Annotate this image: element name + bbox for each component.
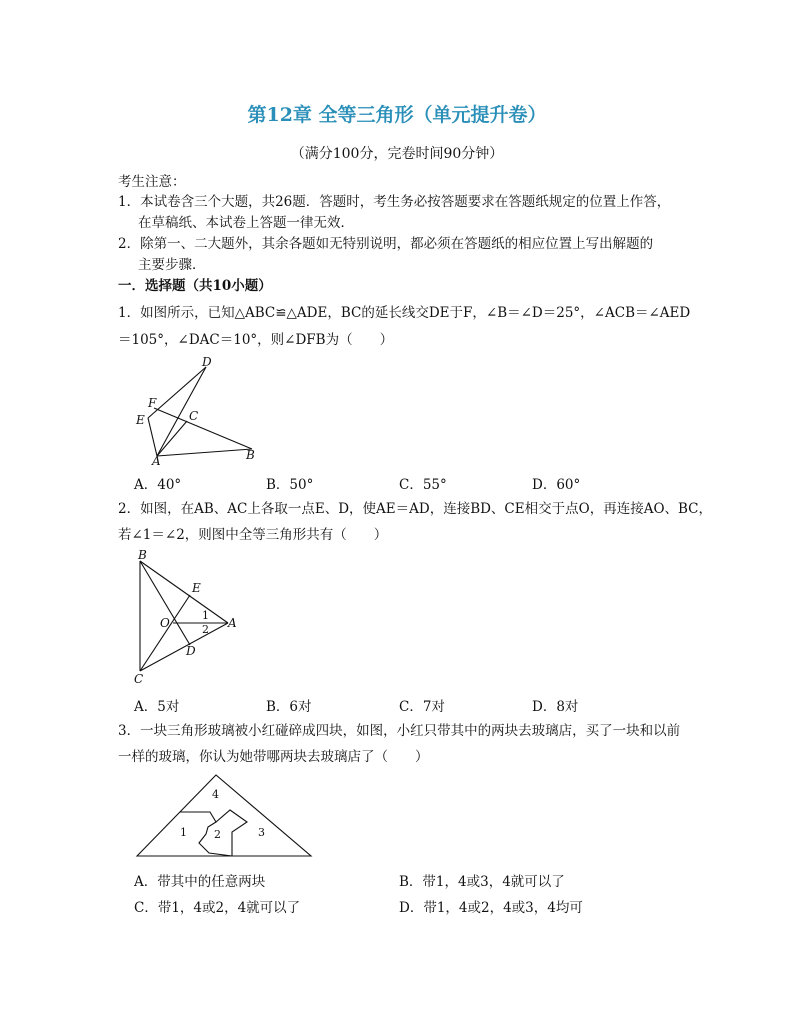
page-title: 第12章 全等三角形（单元提升卷） xyxy=(247,104,547,126)
q1-line1: 1．如图所示，已知△ABC≌△ADE，BC的延长线交DE于F，∠B＝∠D＝25°，∠ACB＝∠AED xyxy=(118,305,691,321)
q3-label-2: 2 xyxy=(214,828,221,841)
q2-option-c[interactable]: C．7对 xyxy=(399,699,445,715)
q2-line2: 若∠1＝∠2，则图中全等三角形共有（ ） xyxy=(118,527,388,543)
q3-option-c[interactable]: C．带1，4或2，4就可以了 xyxy=(134,900,301,916)
q3-label-4: 4 xyxy=(212,788,219,801)
q3-option-a[interactable]: A．带其中的任意两块 xyxy=(134,874,266,890)
q1-label-B: B xyxy=(246,448,255,462)
q2-label-O: O xyxy=(160,616,170,630)
q1-option-b[interactable]: B．50° xyxy=(266,477,314,493)
q1-option-d[interactable]: D．60° xyxy=(532,477,581,493)
q3-label-3: 3 xyxy=(258,826,265,839)
notice-item2-line1: 2．除第一、二大题外，其余各题如无特别说明，都必须在答题纸的相应位置上写出解题的 xyxy=(118,236,654,252)
q2-label-C: C xyxy=(134,672,144,686)
notice-heading: 考生注意： xyxy=(118,174,186,190)
q2-option-d[interactable]: D．8对 xyxy=(532,699,579,715)
q2-seg-BA xyxy=(140,561,228,623)
q2-label-D: D xyxy=(186,644,196,658)
q1-label-D: D xyxy=(202,355,212,369)
q1-option-c[interactable]: C．55° xyxy=(399,477,447,493)
notice-item1-line2: 在草稿纸、本试卷上答题一律无效． xyxy=(138,215,354,231)
q2-option-b[interactable]: B．6对 xyxy=(266,699,312,715)
q2-angle-2: 2 xyxy=(202,623,209,636)
q1-label-F: F xyxy=(148,396,157,410)
q1-figure xyxy=(130,352,270,467)
q1-option-a[interactable]: A．40° xyxy=(134,477,182,493)
q3-line1: 3．一块三角形玻璃被小红碰碎成四块，如图，小红只带其中的两块去玻璃店，买了一块和以前 xyxy=(118,723,681,739)
q3-line2: 一样的玻璃，你认为她带哪两块去玻璃店了（ ） xyxy=(118,749,429,765)
q1-label-E: E xyxy=(136,413,145,427)
q3-label-1: 1 xyxy=(180,826,187,839)
q3-option-b[interactable]: B．带1，4或3，4就可以了 xyxy=(399,874,565,890)
notice-item2-line2: 主要步骤． xyxy=(138,257,206,273)
q1-seg-AB xyxy=(157,449,252,456)
q2-seg-CA xyxy=(140,623,228,671)
page-subtitle: （满分100分，完卷时间90分钟） xyxy=(290,146,504,162)
q3-option-d[interactable]: D．带1，4或2，4或3，4均可 xyxy=(399,900,583,916)
notice-item1-line1: 1．本试卷含三个大题，共26题．答题时，考生务必按答题要求在答题纸规定的位置上作答， xyxy=(118,194,671,210)
q2-angle-1: 1 xyxy=(202,609,209,622)
q1-seg-AC xyxy=(157,421,187,456)
q2-label-B: B xyxy=(138,548,147,562)
q1-seg-AD xyxy=(157,367,206,456)
q2-option-a[interactable]: A．5对 xyxy=(134,699,180,715)
q1-line2: ＝105°，∠DAC＝10°，则∠DFB为（ ） xyxy=(118,332,394,348)
q3-figure xyxy=(130,770,320,862)
q1-label-A: A xyxy=(152,454,161,467)
q2-label-E: E xyxy=(192,581,201,595)
q1-seg-AE xyxy=(148,418,157,456)
q1-label-C: C xyxy=(189,409,199,423)
q2-figure xyxy=(128,547,243,687)
q2-line1: 2．如图，在AB、AC上各取一点E、D，使AE＝AD，连接BD、CE相交于点O，再连接AO、BC， xyxy=(118,501,713,517)
q2-label-A: A xyxy=(228,616,237,630)
section-heading: 一．选择题（共10小题） xyxy=(118,278,272,294)
